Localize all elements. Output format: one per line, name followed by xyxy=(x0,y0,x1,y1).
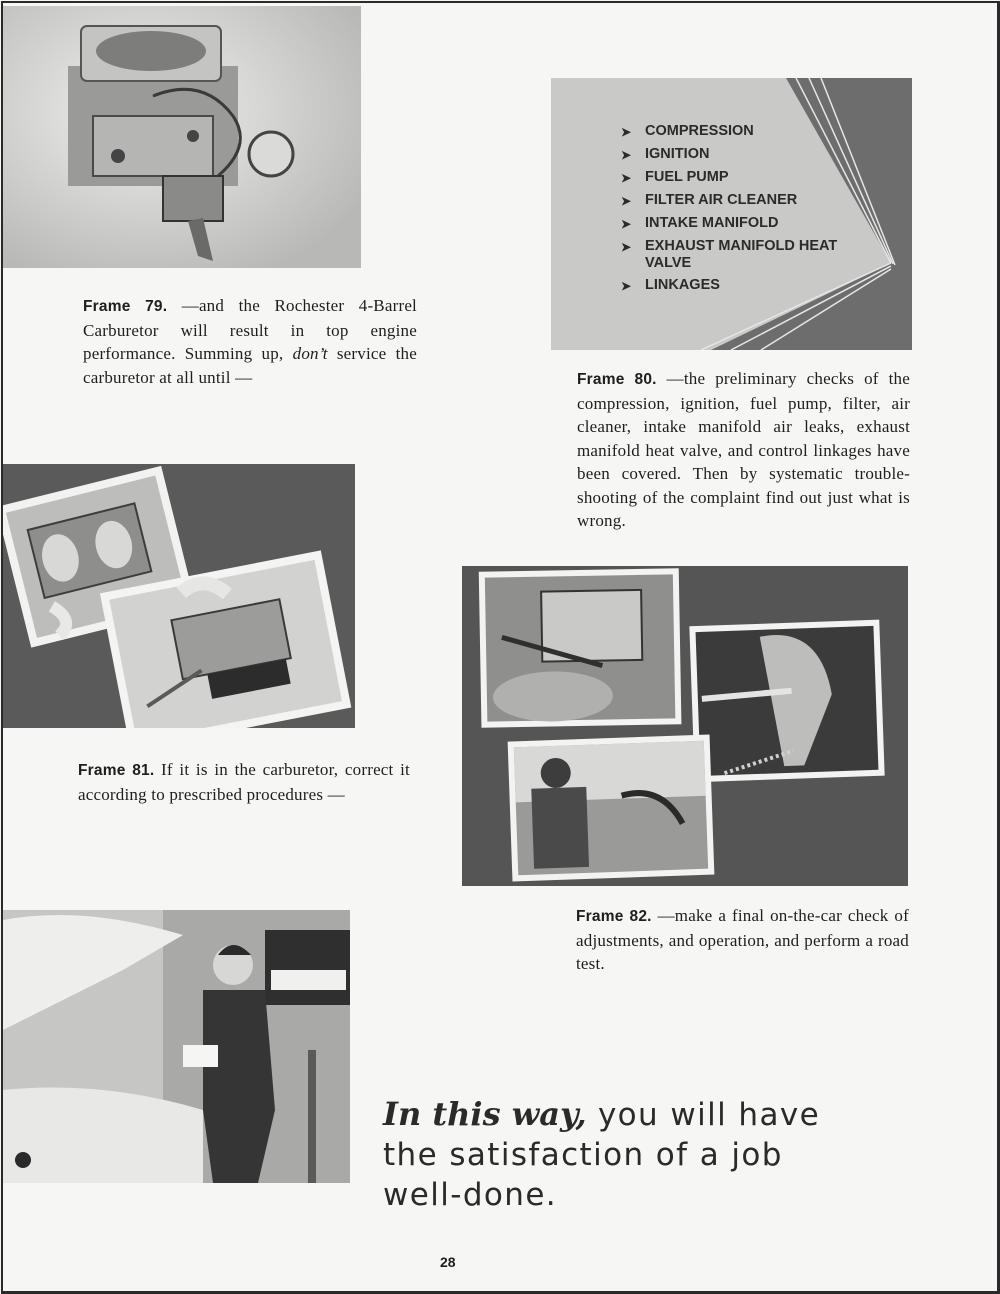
checklist-item-label: EXHAUST MANIFOLD HEAT VALVE xyxy=(645,238,838,271)
frame-79-carburetor-photo xyxy=(3,6,361,268)
frame-80-text: —the preliminary checks of the compression, ignition, fuel pump, filter, air cleaner, intake manifold air leaks, exhaust manifold heat valve, and control linkages have been covered. Then by systematic trouble-shooting of the complaint find out just what is wrong. xyxy=(577,369,910,530)
closing-script-phrase: In this way, xyxy=(383,1095,587,1133)
checklist-item-label: FUEL PUMP xyxy=(645,169,729,185)
frame-79-caption xyxy=(83,294,417,389)
closing-line-2: the satisfaction of a job xyxy=(383,1137,783,1173)
checklist-item xyxy=(621,146,855,164)
mechanic-with-car-photo xyxy=(3,910,350,1183)
frame-81-caption xyxy=(78,758,410,806)
checklist-item xyxy=(621,169,855,187)
checklist xyxy=(621,123,855,300)
checklist-item xyxy=(621,192,855,210)
frame-80-label: Frame 80. xyxy=(577,371,657,388)
arrow-icon: ➤ xyxy=(621,217,632,231)
closing-line-3: well-done. xyxy=(383,1177,558,1213)
arrow-icon: ➤ xyxy=(621,240,632,254)
frame-81-text: If it is in the carburetor, correct it according to prescribed procedures — xyxy=(78,760,410,804)
frame-80-caption xyxy=(577,367,910,533)
frame-79-label: Frame 79. xyxy=(83,298,168,315)
closing-line-1: you will have xyxy=(586,1097,821,1133)
frame-82-text: —make a final on-the-car check of adjustments, and operation, and perform a road test. xyxy=(576,906,909,973)
checklist-item xyxy=(621,277,855,295)
arrow-icon: ➤ xyxy=(621,148,632,162)
checklist-item-label: INTAKE MANIFOLD xyxy=(645,215,779,231)
frame-80-checklist-panel xyxy=(551,78,912,350)
arrow-icon: ➤ xyxy=(621,279,632,293)
checklist-item-label: IGNITION xyxy=(645,146,710,162)
frame-79-emphasis: don’t xyxy=(292,344,328,363)
checklist-item-label: LINKAGES xyxy=(645,277,720,293)
closing-statement xyxy=(383,1094,820,1215)
frame-82-road-test-photo xyxy=(462,566,908,886)
frame-82-label: Frame 82. xyxy=(576,908,652,925)
checklist-item-label: FILTER AIR CLEANER xyxy=(645,192,798,208)
checklist-item xyxy=(621,123,855,141)
frame-79-text: —and the Rochester 4-Barrel Carburetor will result in top engine performance. Summing up, xyxy=(83,296,417,363)
frame-81-label: Frame 81. xyxy=(78,762,155,779)
arrow-icon: ➤ xyxy=(621,171,632,185)
checklist-item-label: COMPRESSION xyxy=(645,123,754,139)
frame-82-caption xyxy=(576,904,909,976)
page-number: 28 xyxy=(440,1254,456,1270)
checklist-item xyxy=(621,215,855,233)
arrow-icon: ➤ xyxy=(621,194,632,208)
checklist-item xyxy=(621,238,855,272)
frame-79-text-after: service the carburetor at all until — xyxy=(83,344,417,387)
frame-81-carburetor-repair-photo xyxy=(3,464,355,728)
arrow-icon: ➤ xyxy=(621,125,632,139)
